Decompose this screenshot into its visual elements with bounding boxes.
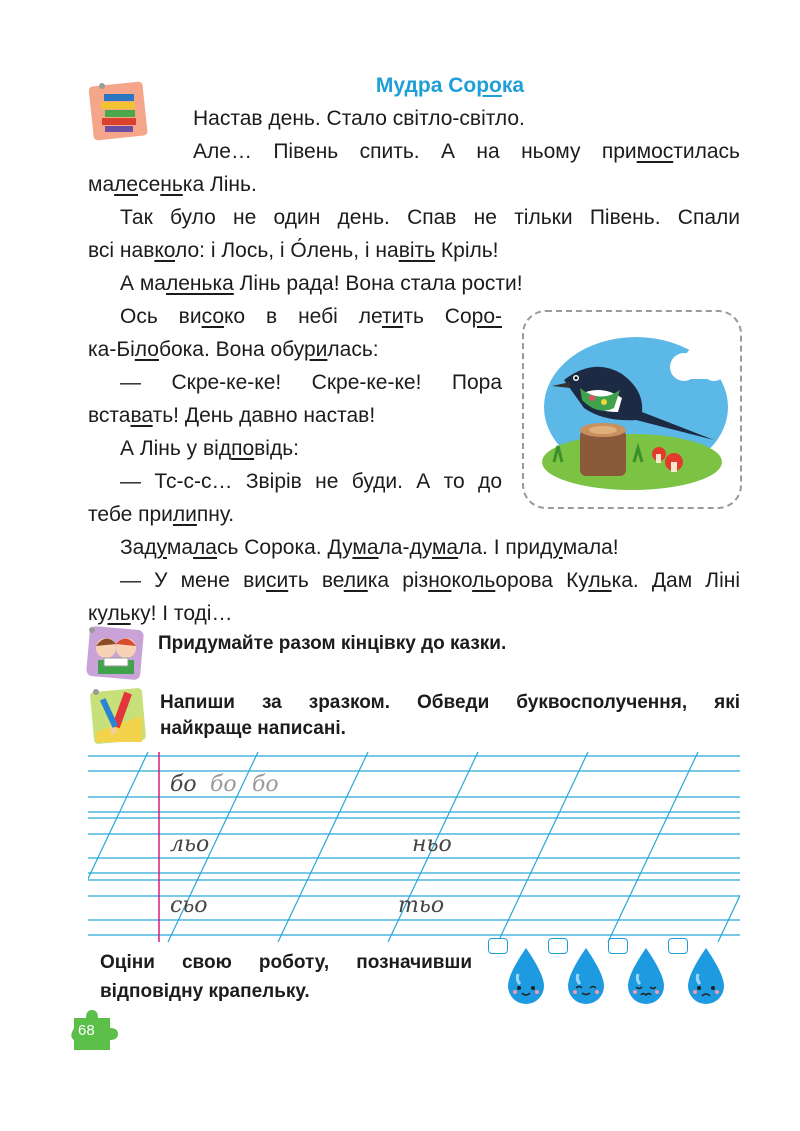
story-line: Але… Півень спить. А на ньому примостилась	[193, 140, 740, 163]
story-line: А маленька Лінь рада! Вона стала рости!	[120, 272, 523, 295]
page-number-puzzle	[70, 1008, 120, 1052]
task-instruction: Напиши за зразком. Обведи буквосполучення, які	[160, 692, 740, 713]
slant-line	[498, 752, 588, 942]
slant-line	[278, 752, 368, 942]
trace-letters: бо	[210, 772, 237, 797]
drop-neutral-icon	[624, 946, 668, 1006]
story-title: Мудра Сорока	[375, 74, 525, 97]
assessment-text: Оціни свою роботу, позначивши	[100, 952, 472, 973]
story-line: Настав день. Стало світло-світло.	[193, 107, 525, 130]
drop-option[interactable]	[548, 938, 610, 1008]
story-line: — Скре-ке-ке! Скре-ке-ке! Пора	[120, 371, 502, 394]
sample-letters: бо	[170, 772, 197, 797]
task-instruction: найкраще написані.	[160, 718, 346, 739]
children-icon	[84, 622, 148, 682]
slant-line	[88, 752, 148, 942]
sample-letters: льо	[170, 832, 210, 857]
assessment-text: відповідну крапельку.	[100, 981, 310, 1002]
drop-option[interactable]	[668, 938, 730, 1008]
task-instruction: Придумайте разом кінцівку до казки.	[158, 633, 507, 654]
story-line: А Лінь у відповідь:	[120, 437, 299, 460]
trace-letters: бо	[252, 772, 279, 797]
magpie-illustration	[522, 310, 742, 509]
story-line: вставать! День давно настав!	[88, 404, 376, 427]
drop-happy-icon	[504, 946, 548, 1006]
story-line: тебе прилипну.	[88, 503, 235, 526]
story-line: — У мене висить велика різнокольорова Кулька. Дам Ліні	[120, 569, 740, 592]
slant-line	[718, 752, 740, 942]
story-line: ка-Білобока. Вона обурилась:	[88, 338, 379, 361]
page-number: 68	[78, 1022, 95, 1039]
sample-letters: ньо	[412, 832, 452, 857]
pencil-icon	[88, 686, 148, 746]
story-line: кульку! І тоді…	[88, 602, 233, 625]
sample-letters: сьо	[170, 893, 208, 918]
drop-option[interactable]	[488, 938, 550, 1008]
story-line: всі навколо: і Лось, і О́лень, і навіть Кріль!	[88, 239, 499, 262]
drop-option[interactable]	[608, 938, 670, 1008]
story-line: Так було не один день. Спав не тільки Півень. Спали	[120, 206, 740, 229]
story-line: малесенька Лінь.	[88, 173, 257, 196]
story-line: Задумалась Сорока. Думала-думала. І придумала!	[120, 536, 619, 559]
drop-sad-icon	[684, 946, 728, 1006]
sample-letters: тьо	[398, 893, 445, 918]
drop-content-icon	[564, 946, 608, 1006]
story-line: — Тс-с-с… Звірів не буди. А то до	[120, 470, 502, 493]
books-icon	[88, 80, 148, 142]
story-line: Ось високо в небі летить Соро-	[120, 305, 503, 328]
slant-line	[608, 752, 698, 942]
